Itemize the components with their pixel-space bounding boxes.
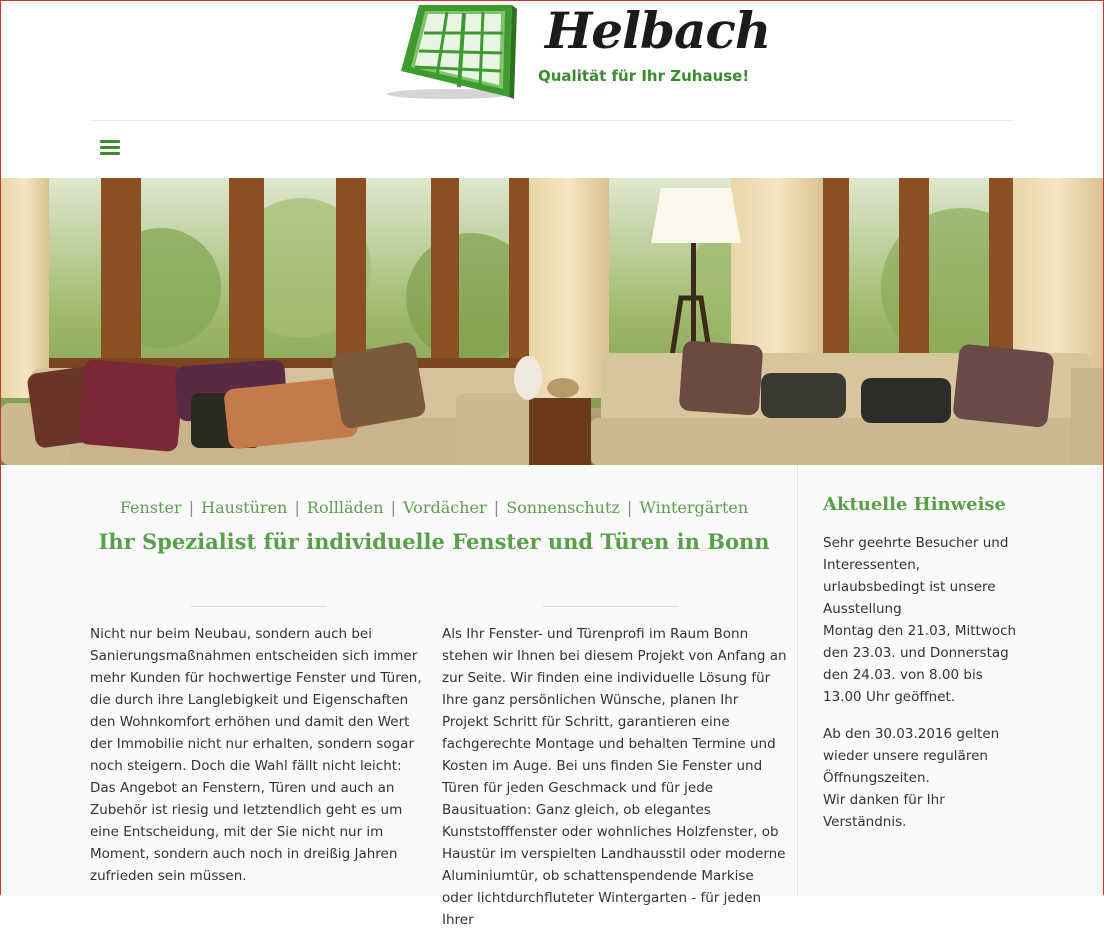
site-logo-link[interactable] [379,1,771,101]
left-column-divider [191,606,327,607]
sidebar-title: Aktuelle Hinweise [823,494,1006,515]
notice-paragraph-1: Sehr geehrte Besucher und Interessenten, urlaubsbedingt ist unsere Ausstellung Montag den 21.03, Mittwoch den 23.03. und Donnerstag den 24.03. von 8.00 bis 13.00 Uhr geöffnet. [823,535,1017,705]
service-fenster-link[interactable]: Fenster [119,498,182,517]
sidebar [797,465,1103,896]
right-column-divider [543,606,679,607]
service-sonnenschutz-link[interactable]: Sonnenschutz [506,498,620,517]
service-wintergaerten-link[interactable]: Wintergärten [639,498,749,517]
window-logo-icon [379,1,519,101]
living-room-illustration [1,178,1103,465]
hero-image [1,178,1103,465]
content-area [1,465,1103,928]
brand-tagline: Qualität für Ihr Zuhause! [538,67,750,85]
site-header [1,1,1103,178]
service-haustueren-link[interactable]: Haustüren [201,498,288,517]
notice-paragraph-2: Ab den 30.03.2016 gelten wieder unsere regulären Öffnungszeiten. Wir danken für Ihr Verständnis. [823,726,1000,830]
brand-name: Helbach [545,1,771,60]
intro-text-right: Als Ihr Fenster- und Türenprofi im Raum Bonn stehen wir Ihnen bei diesem Projekt von Anfang an zur Seite. Wir finden eine individuelle Lösung für Ihre ganz persönlichen Wünsche, planen Ihr Projekt Schritt für Schritt, garantieren eine fachgerechte Montage und behalten Termine und Kosten im Auge. Bei uns finden Sie Fenster und Türen für jeden Geschmack und für jede Bausituation: Ganz gleich, ob elegantes Kunststofffenster oder wohnliches Holzfenster, ob Haustür im verspielten Landhausstil oder moderne Aluminiumtür, ob schattenspendende Markise oder lichtdurchfluteter Wintergarten - für jeden Ihrer [442,626,787,928]
intro-text-left: Nicht nur beim Neubau, sondern auch bei Sanierungsmaßnahmen entscheiden sich immer mehr Kunden für hochwertige Fenster und Türen, die durch ihre Langlebigkeit und Eigenschaften den Wohnkomfort erhöhen und damit den Wert der Immobilie nicht nur erhalten, sondern sogar noch steigern. Doch die Wahl fällt nicht leicht: Das Angebot an Fenstern, Türen und auch an Zubehör ist riesig und letztendlich geht es um eine Entscheidung, mit der Sie nicht nur im Moment, sondern auch noch in dreißig Jahren zufrieden sein müssen. [90,626,422,884]
services-line: Fenster | Haustüren | Rollläden | Vordächer | Sonnenschutz | Wintergärten [119,498,749,517]
header-divider [91,120,1013,121]
sidebar-notice [823,532,1023,848]
main-content [1,465,797,928]
page-headline: Ihr Spezialist für individuelle Fenster und Türen in Bonn [98,529,770,554]
service-rolllaeden-link[interactable]: Rollläden [306,498,384,517]
service-vordaecher-link[interactable]: Vordächer [403,498,487,517]
hamburger-menu-icon[interactable] [100,140,120,157]
